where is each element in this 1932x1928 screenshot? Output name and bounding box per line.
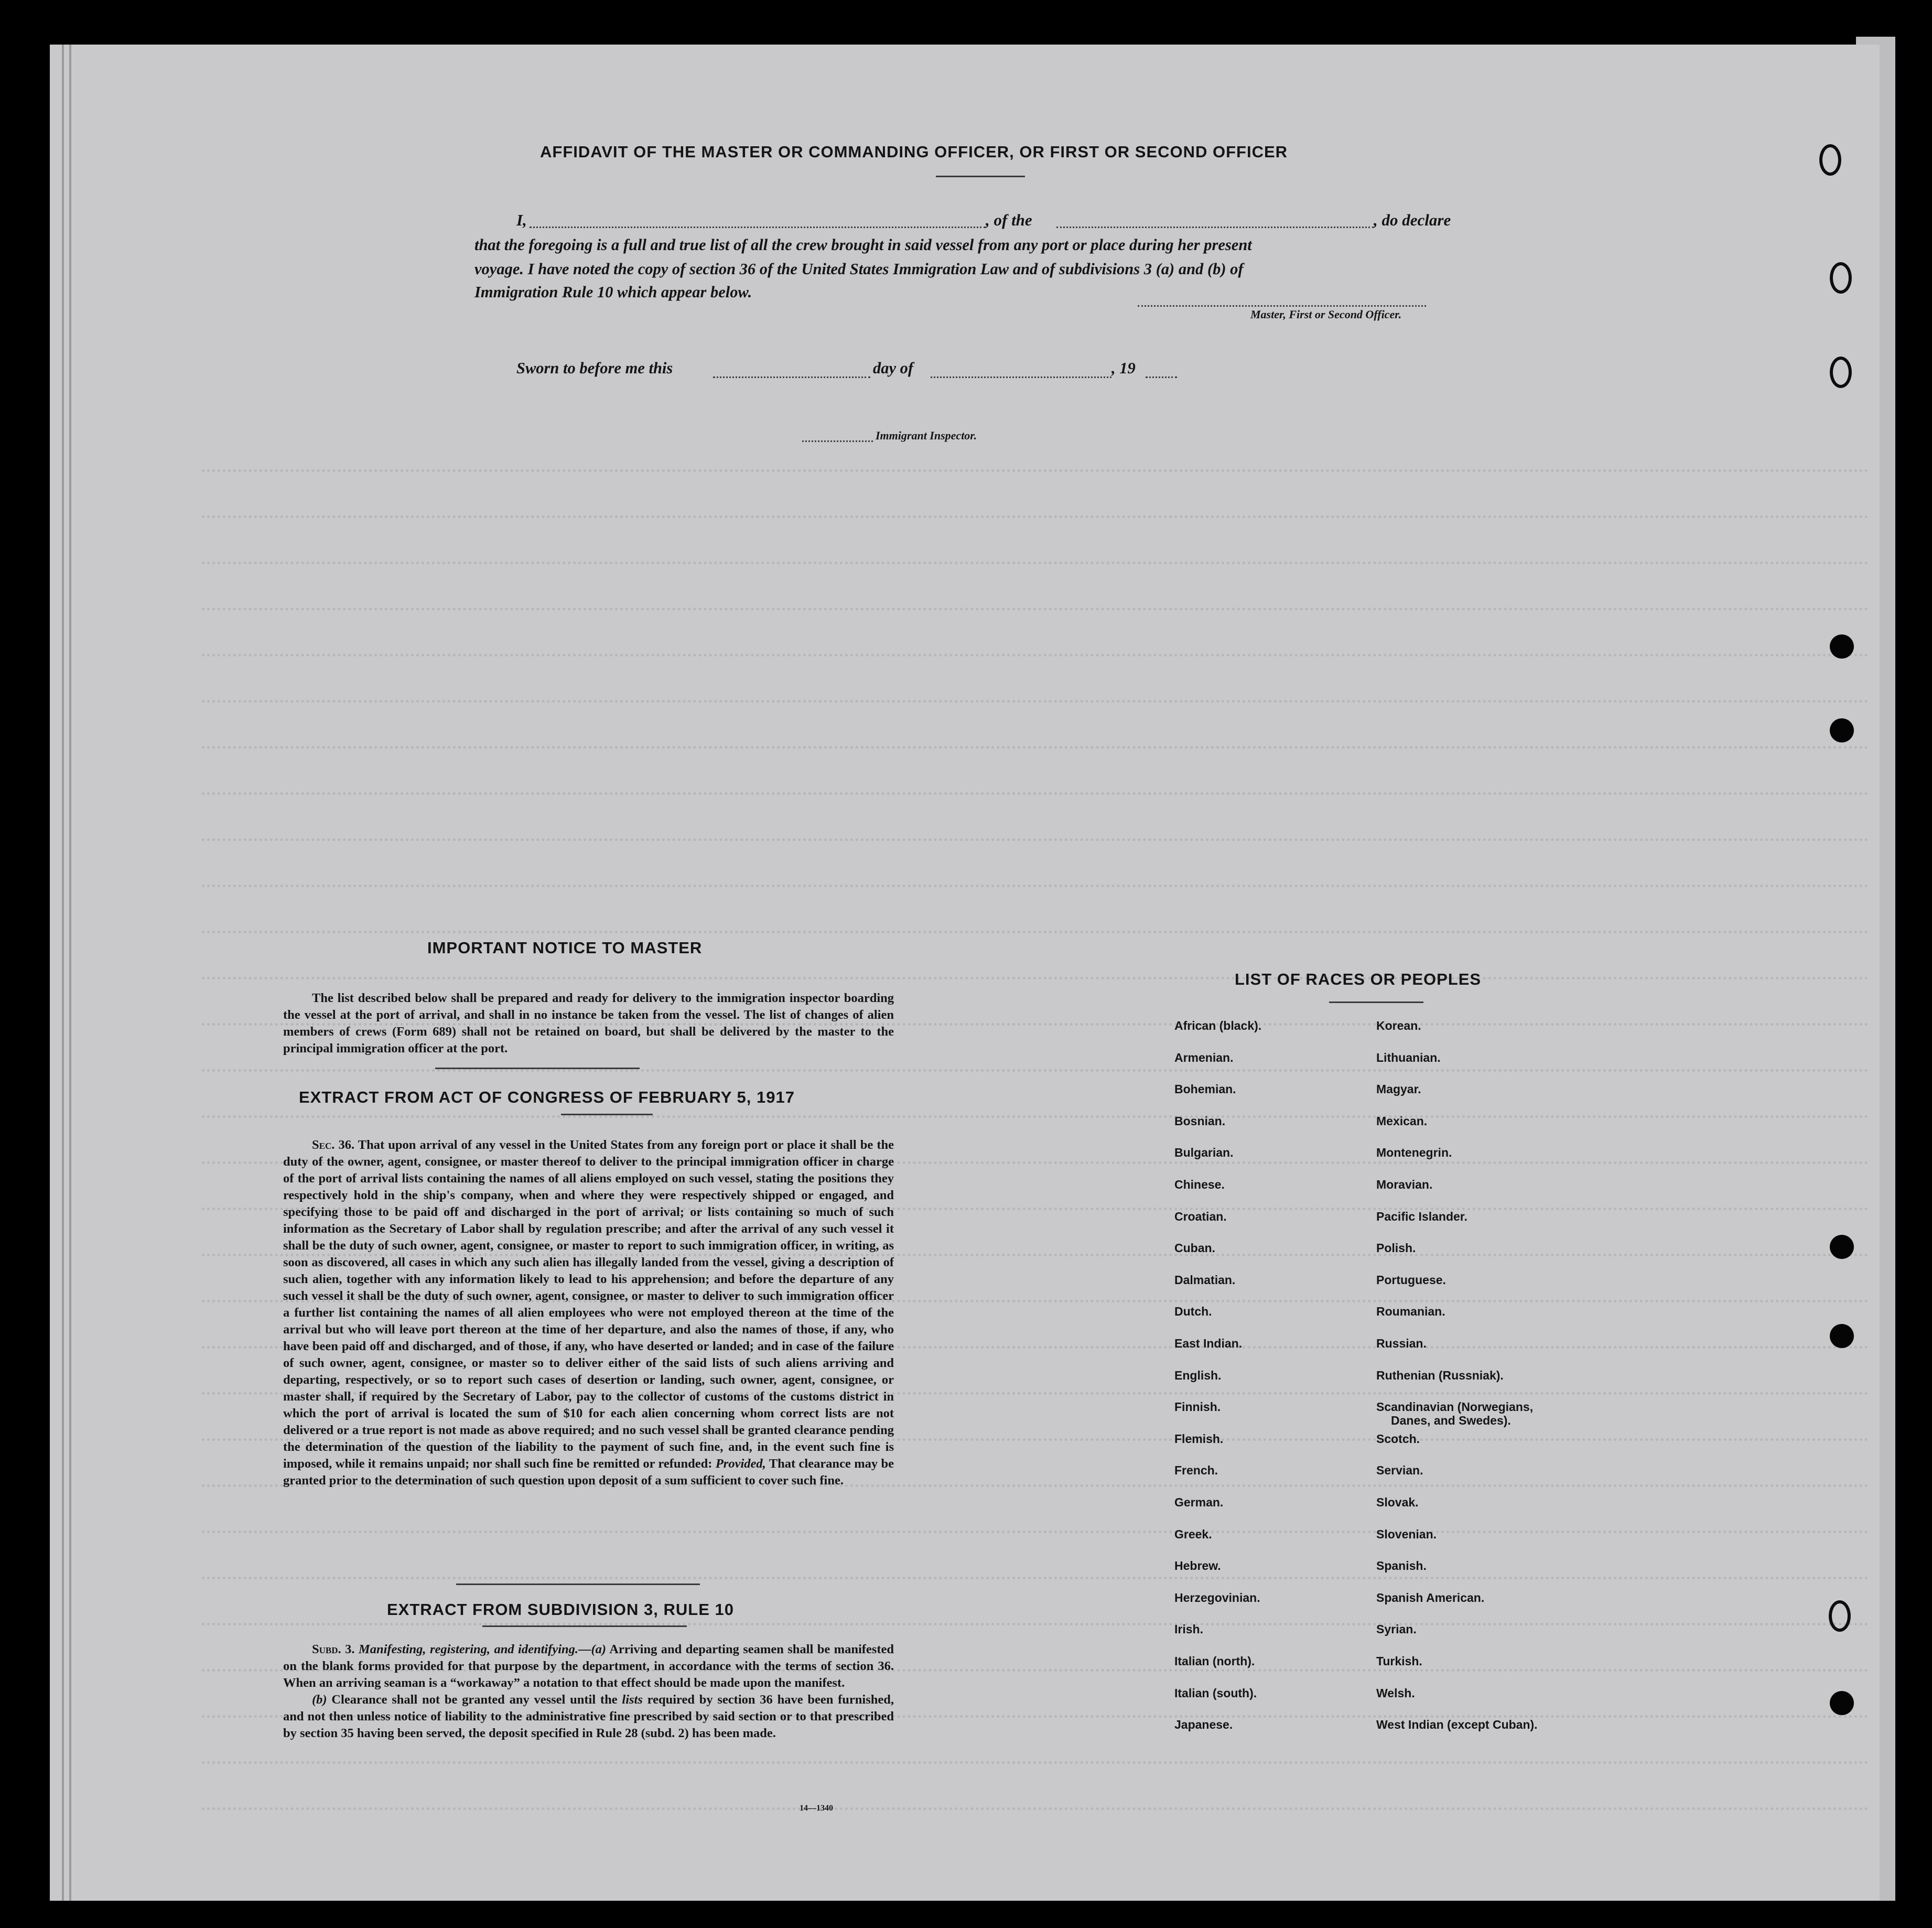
ghost-row (202, 931, 1869, 939)
race-item: Ruthenian (Russniak). (1376, 1369, 1504, 1382)
race-item: Mexican. (1376, 1114, 1428, 1128)
race-item: Danes, and Swedes). (1391, 1414, 1511, 1427)
ghost-row (202, 977, 1869, 985)
binder-ring-icon (1830, 357, 1852, 388)
race-item: Herzegovinian. (1174, 1591, 1260, 1604)
affidavit-body-line: that the foregoing is a full and true list of all the crew brought in said vessel from any port or place during her present (474, 236, 1252, 254)
race-item: Portuguese. (1376, 1273, 1446, 1287)
race-item: Chinese. (1174, 1178, 1225, 1191)
punch-hole-icon (1830, 718, 1854, 742)
race-item: Servian. (1376, 1463, 1423, 1477)
subd-label: Subd. 3. (312, 1642, 355, 1656)
race-item: Pacific Islander. (1376, 1210, 1467, 1223)
rule-extract-title: EXTRACT FROM SUBDIVISION 3, RULE 10 (387, 1600, 734, 1619)
race-item: German. (1174, 1495, 1224, 1509)
race-item: Russian. (1376, 1337, 1427, 1350)
race-item: Japanese. (1174, 1718, 1233, 1731)
race-item: Bulgarian. (1174, 1146, 1234, 1159)
year-label: , 19 (1111, 359, 1136, 377)
ghost-row (202, 1577, 1869, 1585)
race-item: Turkish. (1376, 1654, 1422, 1668)
affidavit-body-line: Immigration Rule 10 which appear below. (474, 283, 752, 301)
proviso-text: That clearance may be granted prior to the determination of such question upon deposit of a sum sufficient to cover such fine. (283, 1457, 894, 1488)
race-item: Croatian. (1174, 1210, 1227, 1223)
section-rule (456, 1584, 700, 1585)
ghost-row (202, 562, 1869, 569)
ghost-row (202, 1623, 1869, 1631)
para-b-lists: lists (622, 1693, 643, 1707)
punch-hole-icon (1830, 1324, 1854, 1348)
race-item: Welsh. (1376, 1686, 1415, 1700)
race-item: Spanish American. (1376, 1591, 1485, 1604)
ghost-row (202, 608, 1869, 616)
binder-ring-icon (1829, 1600, 1851, 1632)
para-b-1: Clearance shall not be granted any vessel until the (331, 1693, 618, 1707)
race-item: Scandinavian (Norwegians, (1376, 1400, 1534, 1414)
race-item: Dalmatian. (1174, 1273, 1236, 1287)
binder-ring-icon (1830, 262, 1852, 294)
race-item: Italian (north). (1174, 1654, 1255, 1668)
bleed-through-ghost-rows (50, 45, 1880, 1901)
rule-extract-text (283, 1641, 894, 1742)
race-item: Irish. (1174, 1622, 1203, 1636)
race-item: Greek. (1174, 1527, 1212, 1541)
race-item: Polish. (1376, 1241, 1416, 1255)
notice-text: The list described below shall be prepared and ready for delivery to the immigration inspector boarding the vessel at the port of arrival, and shall in no instance be taken from the vessel. The list of changes of alien members of crews (Form 689) shall not be retained on board, but shall be delivered by the master to the principal immigration officer at the port. (283, 991, 894, 1055)
margin-line (69, 45, 71, 1901)
name-blank[interactable] (530, 227, 986, 229)
ghost-row (202, 792, 1869, 800)
proviso-label: Provided, (715, 1457, 766, 1471)
vessel-blank[interactable] (1056, 227, 1374, 229)
affidavit-title: AFFIDAVIT OF THE MASTER OR COMMANDING OFFICER, OR FIRST OR SECOND OFFICER (540, 143, 1288, 161)
ghost-row (202, 1807, 1869, 1815)
section-rule (435, 1068, 640, 1069)
race-item: West Indian (except Cuban). (1376, 1718, 1538, 1731)
ghost-row (202, 1115, 1869, 1123)
inspector-label: Immigrant Inspector. (876, 429, 977, 442)
ghost-row (202, 838, 1869, 846)
sec-label: Sec. 36. (312, 1138, 355, 1152)
race-item: Montenegrin. (1376, 1146, 1452, 1159)
race-item: Korean. (1376, 1019, 1421, 1032)
race-item: Magyar. (1376, 1082, 1421, 1096)
para-b-label: (b) (312, 1693, 327, 1707)
form-number: 14—1340 (800, 1804, 833, 1813)
margin-line (62, 45, 64, 1901)
sworn-label: Sworn to before me this (516, 359, 673, 377)
title-rule (561, 1114, 653, 1115)
race-item: Spanish. (1376, 1559, 1427, 1572)
affidavit-i-label: I, (516, 211, 527, 229)
ghost-row (202, 1069, 1869, 1077)
document-page (50, 45, 1880, 1901)
race-item: Moravian. (1376, 1178, 1433, 1191)
race-item: Flemish. (1174, 1432, 1224, 1446)
affidavit-declare-label: , do declare (1374, 211, 1451, 229)
inspector-signature-blank[interactable] (802, 440, 873, 443)
race-item: Italian (south). (1174, 1686, 1257, 1700)
sec-36-text: That upon arrival of any vessel in the United States from any foreign port or place it shall be the duty of the owner, agent, consignee, or master thereof to deliver to the principal immigration officer in charge of the port of arrival lists containing the names of all aliens employed on such vessel, stating the positions they respectively hold in the ship's company, when and where they were respectively shipped or engaged, and specifying those to be paid off and discharged in the port of arrival; or lists containing so much of such information as the Secretary of Labor shall by regulation prescribe; and after the arrival of any such vessel it shall be the duty of such owner, agent, consignee, or master to report to such immigration officer, in writing, as soon as discovered, all cases in which any such alien has illegally landed from the vessel, giving a description of such alien, together with any information likely to lead to his apprehension; and before the departure of any such vessel it shall be the duty of such owner, agent, consignee, or master to deliver to such immigration officer a further list containing the names of all alien employees who were not employed thereon at the time of the arrival but who will leave port thereon at the time of her departure, and also the names of those, if any, who have been paid off and discharged, and of those, if any, who have deserted or landed; and in case of the failure of such owner, agent, consignee, or master so to deliver either of the said lists of such aliens arriving and departing, respectively, or so to report such cases of desertion or landing, such owner, agent, consignee, or master shall, if required by the Secretary of Labor, pay to the collector of customs of the customs district in which the port of arrival is located the sum of $10 for each alien concerning whom correct lists are not delivered or a true report is not made as above required; and no such vessel shall be granted clearance pending the determination of the question of the liability to the payment of such fine, and, in the event such fine is imposed, while it remains unpaid; nor shall such fine be remitted or refunded: (283, 1138, 894, 1471)
ghost-row (202, 700, 1869, 708)
race-item: Roumanian. (1376, 1305, 1445, 1318)
punch-hole-icon (1830, 634, 1854, 659)
binder-ring-icon (1819, 144, 1841, 176)
ghost-row (202, 885, 1869, 892)
title-rule (482, 1625, 687, 1627)
ghost-row (202, 746, 1869, 754)
affidavit-body-line: voyage. I have noted the copy of section 36 of the United States Immigration Law and of subdivisions 3 (a) and (b) of (474, 260, 1244, 278)
ghost-row (202, 1531, 1869, 1538)
ghost-row (202, 654, 1869, 662)
para-b-2: required by section 36 have been furnished, and not then unless notice of liability to the administrative fine prescribed by said section or to that prescribed by section 35 having been served, the deposit specified in Rule 28 (subd. 2) has been made. (283, 1693, 894, 1740)
race-item: African (black). (1174, 1019, 1262, 1032)
act-extract-text (283, 1137, 894, 1489)
race-item: Cuban. (1174, 1241, 1215, 1255)
ghost-row (202, 1761, 1869, 1769)
race-item: Slovak. (1376, 1495, 1419, 1509)
race-item: English. (1174, 1369, 1222, 1382)
sworn-month-blank[interactable] (931, 376, 1111, 379)
punch-hole-icon (1830, 1235, 1854, 1259)
races-title: LIST OF RACES OR PEOPLES (1235, 970, 1482, 988)
affidavit-of-the-label: , of the (986, 211, 1032, 229)
race-item: Hebrew. (1174, 1559, 1221, 1572)
title-rule (936, 176, 1025, 177)
race-item: French. (1174, 1463, 1218, 1477)
punch-hole-icon (1830, 1691, 1854, 1715)
race-item: Slovenian. (1376, 1527, 1437, 1541)
sworn-day-blank[interactable] (713, 376, 870, 379)
race-item: Bohemian. (1174, 1082, 1236, 1096)
notice-title: IMPORTANT NOTICE TO MASTER (427, 939, 703, 957)
subd-heading: Manifesting, registering, and identifying.—(a) (358, 1642, 607, 1656)
para-a: Arriving and departing seamen shall be manifested on the blank forms provided for that purpose by the department, in accordance with the terms of section 36. When an arriving seaman is a “workaway” a notation to that effect should be made upon the manifest. (283, 1642, 894, 1690)
ghost-row (202, 469, 1869, 477)
race-item: Armenian. (1174, 1051, 1234, 1064)
title-rule (1329, 1001, 1423, 1003)
race-item: Syrian. (1376, 1622, 1417, 1636)
act-extract-title: EXTRACT FROM ACT OF CONGRESS OF FEBRUARY 5, 1917 (299, 1088, 795, 1106)
race-item: Bosnian. (1174, 1114, 1226, 1128)
race-item: East Indian. (1174, 1337, 1243, 1350)
day-of-label: day of (873, 359, 914, 377)
sworn-year-blank[interactable] (1146, 376, 1177, 379)
race-item: Dutch. (1174, 1305, 1212, 1318)
race-item: Finnish. (1174, 1400, 1221, 1414)
ghost-row (202, 515, 1869, 523)
signature-label: Master, First or Second Officer. (1250, 308, 1402, 321)
race-item: Scotch. (1376, 1432, 1420, 1446)
race-item: Lithuanian. (1376, 1051, 1441, 1064)
